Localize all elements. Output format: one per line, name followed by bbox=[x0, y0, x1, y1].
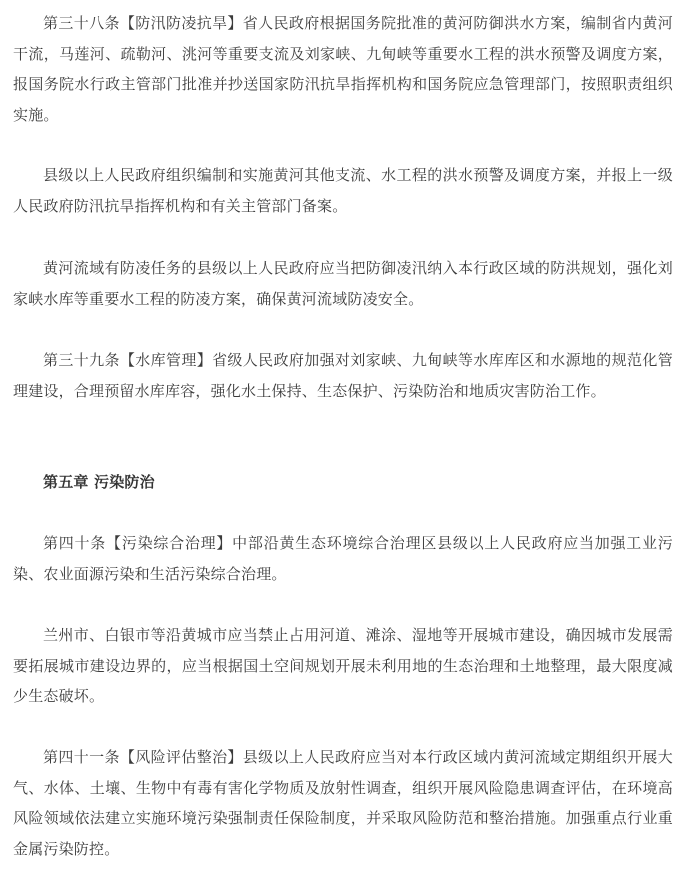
article-40-cities-paragraph: 兰州市、白银市等沿黄城市应当禁止占用河道、滩涂、湿地等开展城市建设，确因城市发展需要拓展城市建设边界的，应当根据国土空间规划开展未利用地的生态治理和土地整理，最大限度减少生态破坏。 bbox=[13, 626, 673, 705]
article-40-paragraph: 第四十条【污染综合治理】中部沿黄生态环境综合治理区县级以上人民政府应当加强工业污染、农业面源污染和生活污染综合治理。 bbox=[13, 534, 673, 583]
article-39-paragraph: 第三十九条【水库管理】省级人民政府加强对刘家峡、九甸峡等水库库区和水源地的规范化管理建设，合理预留水库库容，强化水土保持、生态保护、污染防治和地质灾害防治工作。 bbox=[13, 351, 673, 400]
article-41-paragraph: 第四十一条【风险评估整治】县级以上人民政府应当对本行政区域内黄河流域定期组织开展大气、水体、土壤、生物中有毒有害化学物质及放射性调查，组织开展风险隐患调查评估，在环境高风险领域依法建立实施环境污染强制责任保险制度，并采取风险防范和整治措施。加强重点行业重金属污染防控。 bbox=[13, 748, 673, 858]
article-38-paragraph: 第三十八条【防汛防凌抗旱】省人民政府根据国务院批准的黄河防御洪水方案，编制省内黄河干流，马莲河、疏勒河、洮河等重要支流及刘家峡、九甸峡等重要水工程的洪水预警及调度方案，报国务院水行政主管部门批准并抄送国家防汛抗旱指挥机构和国务院应急管理部门，按照职责组织实施。 bbox=[13, 14, 673, 124]
article-38-county-paragraph: 县级以上人民政府组织编制和实施黄河其他支流、水工程的洪水预警及调度方案，并报上一级人民政府防汛抗旱指挥机构和有关主管部门备案。 bbox=[13, 166, 673, 215]
article-38-ice-paragraph: 黄河流域有防凌任务的县级以上人民政府应当把防御凌汛纳入本行政区域的防洪规划，强化刘家峡水库等重要水工程的防凌方案，确保黄河流域防凌安全。 bbox=[13, 259, 673, 308]
chapter-5-heading: 第五章 污染防治 bbox=[43, 473, 155, 491]
